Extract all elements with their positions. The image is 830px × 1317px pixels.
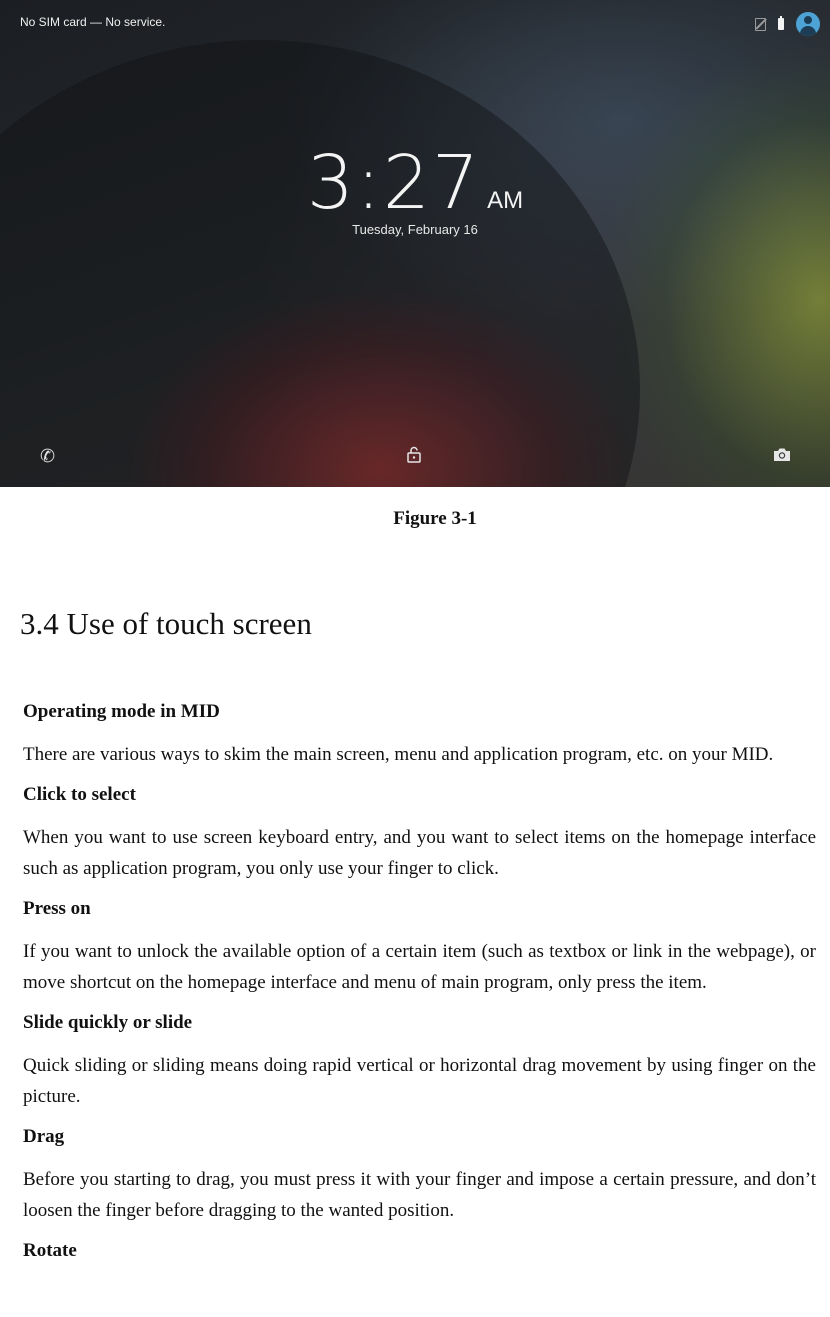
clock-time: 3:27 xyxy=(306,140,482,226)
subheading: Operating mode in MID xyxy=(23,701,220,722)
subheading: Click to select xyxy=(23,783,136,805)
figure-caption: Figure 3-1 xyxy=(393,508,477,529)
subheading: Press on xyxy=(23,897,91,919)
clock-ampm: AM xyxy=(487,187,524,214)
no-sim-icon xyxy=(755,18,766,31)
paragraph: There are various ways to skim the main screen, menu and application program, etc. on your MID. xyxy=(23,744,774,765)
subheading: Slide quickly or slide xyxy=(23,1011,193,1033)
lockscreen-figure xyxy=(0,0,830,487)
unlock-icon[interactable] xyxy=(407,446,421,463)
paragraph: Quick sliding or sliding means doing rapid vertical or horizontal drag movement by using finger on the picture. xyxy=(23,1054,816,1107)
phone-icon[interactable]: ✆ xyxy=(40,446,56,466)
document-body xyxy=(23,698,816,1278)
clock-date: Tuesday, February 16 xyxy=(352,222,478,237)
clock xyxy=(0,140,830,226)
camera-icon[interactable] xyxy=(773,447,791,462)
section-title: 3.4 Use of touch screen xyxy=(20,606,312,641)
subheading: Rotate xyxy=(23,1239,77,1261)
subheading: Drag xyxy=(23,1125,65,1147)
status-icons xyxy=(755,12,820,36)
battery-icon xyxy=(778,18,784,30)
status-text: No SIM card — No service. xyxy=(20,15,166,29)
paragraph: When you want to use screen keyboard entry, and you want to select items on the homepage interface such as application program, you only use your finger to click. xyxy=(23,826,816,879)
user-icon[interactable] xyxy=(796,12,820,36)
paragraph: Before you starting to drag, you must press it with your finger and impose a certain pressure, and don’t loosen the finger before dragging to the wanted position. xyxy=(23,1168,816,1221)
paragraph: If you want to unlock the available option of a certain item (such as textbox or link in the webpage), or move shortcut on the homepage interface and menu of main program, only press the item. xyxy=(23,940,816,993)
